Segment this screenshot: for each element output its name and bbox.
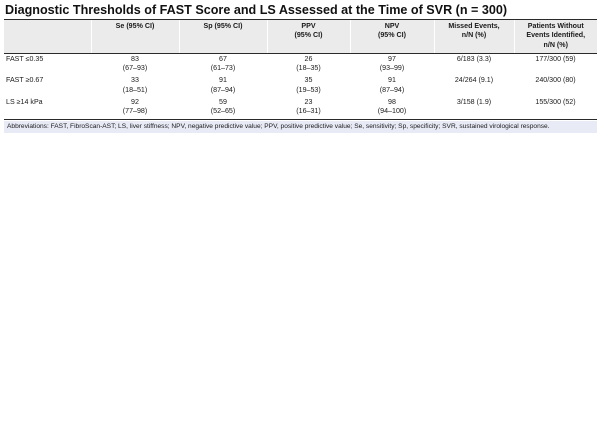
ppv-value: 26 bbox=[304, 54, 313, 63]
cell-npv bbox=[350, 75, 434, 97]
header-npv-label: NPV (95% CI) bbox=[378, 22, 406, 40]
table-row bbox=[4, 53, 597, 75]
npv-ci: (93–99) bbox=[379, 64, 405, 73]
header-ppv-label: PPV (95% CI) bbox=[294, 22, 323, 40]
table-title: Diagnostic Thresholds of FAST Score and LS Assessed at the Time of SVR (n = 300) bbox=[5, 3, 508, 17]
header-row bbox=[4, 20, 597, 54]
ppv-ci: (16–31) bbox=[296, 107, 321, 116]
npv-value: 91 bbox=[388, 76, 396, 85]
sp-ci: (52–65) bbox=[210, 107, 236, 116]
header-se bbox=[91, 20, 179, 54]
se-ci: (67–93) bbox=[122, 64, 148, 73]
se-ci: (18–51) bbox=[122, 85, 148, 94]
cell-missed-events: 24/264 (9.1) bbox=[454, 76, 494, 85]
se-value: 33 bbox=[131, 76, 139, 85]
sp-ci: (87–94) bbox=[210, 85, 236, 94]
cell-sp bbox=[179, 53, 267, 75]
header-ppv bbox=[267, 20, 350, 54]
npv-ci: (87–94) bbox=[379, 85, 405, 94]
se-ci: (77–98) bbox=[122, 107, 148, 116]
cell-patients-identified: 177/300 (59) bbox=[535, 54, 576, 63]
ppv-ci: (19–53) bbox=[296, 85, 321, 94]
ppv-value: 35 bbox=[304, 76, 313, 85]
cell-ppv bbox=[267, 75, 350, 97]
header-missed-events bbox=[434, 20, 514, 54]
diagnostic-thresholds-table bbox=[4, 19, 597, 120]
cell-npv bbox=[350, 97, 434, 119]
cell-sp bbox=[179, 97, 267, 119]
cell-npv bbox=[350, 53, 434, 75]
row-label: FAST ≥0.67 bbox=[6, 76, 44, 85]
header-missed-events-label: Missed Events, n/N (%) bbox=[448, 22, 500, 40]
header-patients-identified bbox=[514, 20, 597, 54]
abbreviations-footnote: Abbreviations: FAST, FibroScan-AST; LS, liver stiffness; NPV, negative predictive value; PPV, positive predictive value; Se, sensitivity; Sp, specificity; SVR, sustained virological response. bbox=[4, 121, 597, 133]
header-sp bbox=[179, 20, 267, 54]
cell-patients-identified: 155/300 (52) bbox=[514, 97, 597, 119]
header-se-label: Se (95% CI) bbox=[115, 22, 155, 30]
cell-se bbox=[91, 75, 179, 97]
cell-missed-events: 6/183 (3.3) bbox=[456, 54, 492, 63]
header-npv bbox=[350, 20, 434, 54]
ppv-ci: (18–35) bbox=[296, 64, 321, 73]
npv-value: 98 bbox=[388, 98, 396, 107]
sp-value: 59 bbox=[219, 98, 227, 107]
cell-se bbox=[91, 97, 179, 119]
cell-se bbox=[91, 53, 179, 75]
cell-sp bbox=[179, 75, 267, 97]
row-label: LS ≥14 kPa bbox=[4, 97, 91, 119]
table-row bbox=[4, 97, 597, 119]
sp-value: 67 bbox=[219, 54, 227, 63]
cell-ppv bbox=[267, 97, 350, 119]
cell-ppv bbox=[267, 53, 350, 75]
header-blank bbox=[4, 20, 91, 54]
header-patients-identified-label: Patients Without Events Identified, n/N (%) bbox=[526, 22, 586, 49]
npv-value: 97 bbox=[388, 54, 396, 63]
table-row bbox=[4, 75, 597, 97]
se-value: 83 bbox=[131, 54, 139, 63]
ppv-value: 23 bbox=[304, 98, 313, 107]
sp-value: 91 bbox=[219, 76, 227, 85]
se-value: 92 bbox=[131, 98, 139, 107]
header-sp-label: Sp (95% CI) bbox=[203, 22, 243, 30]
sp-ci: (61–73) bbox=[210, 64, 236, 73]
cell-missed-events: 3/158 (1.9) bbox=[434, 97, 514, 119]
npv-ci: (94–100) bbox=[377, 107, 407, 116]
row-label: FAST ≤0.35 bbox=[6, 54, 44, 63]
cell-patients-identified: 240/300 (80) bbox=[535, 76, 576, 85]
